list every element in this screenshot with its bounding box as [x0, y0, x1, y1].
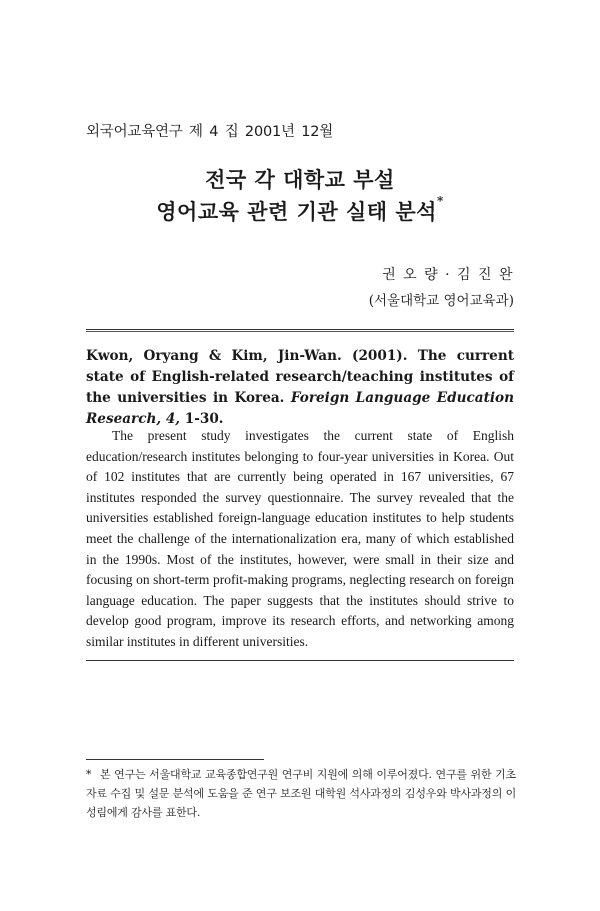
- footnote-marker: *: [86, 768, 92, 781]
- citation: [86, 346, 514, 430]
- abstract: The present study investigates the current state of English education/research institutes belonging to four-year universities in Korea. Out of 102 institutes that are currently being operated in 167 universities, 67 institutes responded the survey questionnaire. The survey revealed that the universities established foreign-language education institutes to help students meet the challenge of the internationalization era, many of which established in the 1990s. Most of the institutes, however, were small in their size and focusing on short-term profit-making programs, neglecting research on foreign language education. The paper suggests that the institutes should strive to develop good program, improve its research efforts, and networking among similar institutes in different universities.: [86, 428, 514, 649]
- abstract-divider: [86, 660, 514, 661]
- citation-pages: 1-30.: [180, 411, 224, 427]
- paper-title-line-2-text: 영어교육 관련 기관 실태 분석: [156, 199, 437, 224]
- footnote-divider: [86, 759, 264, 760]
- author-names: 권 오 량 · 김 진 완: [382, 267, 514, 283]
- paper-title-line-2: [0, 196, 600, 226]
- author-affiliation: (서울대학교 영어교육과): [368, 293, 514, 309]
- citation-authors-title: Kwon, Oryang & Kim, Jin-Wan. (2001). The current state of English-related research/teaching institutes of the universities in Korea.: [86, 348, 514, 406]
- footnote: [86, 765, 516, 822]
- footnote-text: 본 연구는 서울대학교 교육종합연구원 연구비 지원에 의해 이루어졌다. 연구를 위한 기초 자료 수집 및 설문 분석에 도움을 준 연구 보조원 대학원 석사과정의 김성우와 박사과정의 이성림에게 감사를 표한다.: [86, 768, 516, 819]
- citation-journal: Foreign Language Education Research, 4,: [86, 390, 514, 427]
- paper-title-line-1: 전국 각 대학교 부설: [205, 167, 395, 192]
- journal-header: 외국어교육연구 제 4 집 2001년 12월: [86, 124, 334, 140]
- title-footnote-mark: *: [436, 194, 444, 208]
- header-divider: [86, 329, 514, 332]
